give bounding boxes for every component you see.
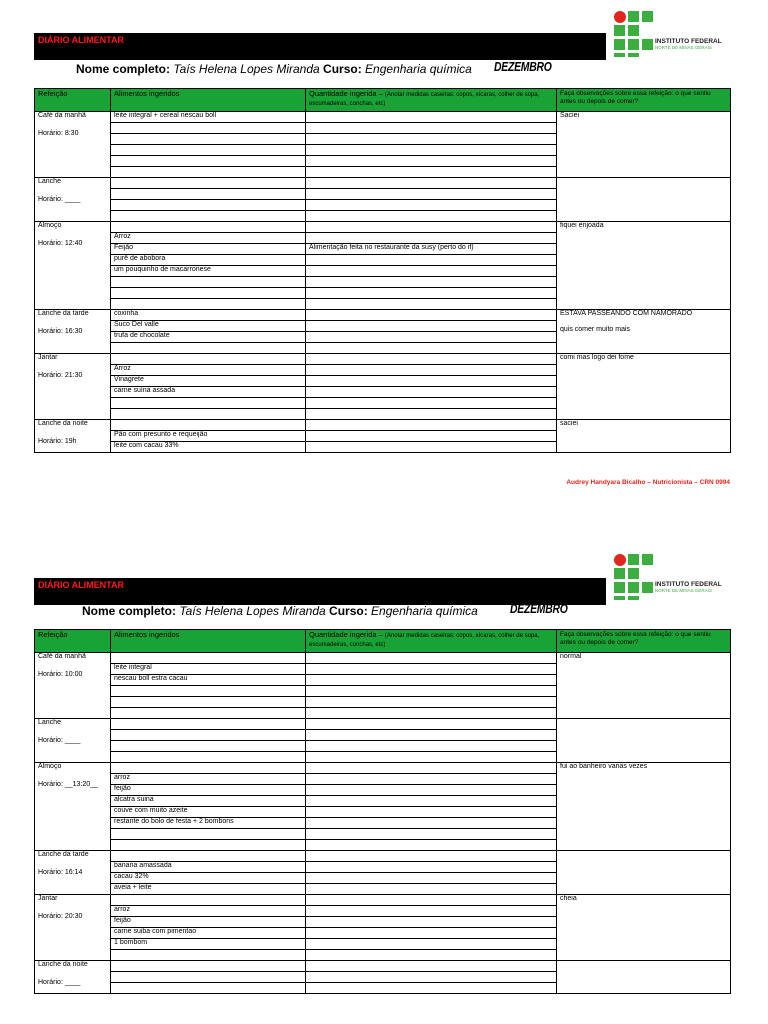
meal-time: Horário: __13:20__ — [38, 781, 98, 788]
food-cell — [111, 752, 306, 763]
food-cell: feijão — [111, 917, 306, 928]
food-cell: nescau boll estra cacau — [111, 675, 306, 686]
food-cell: aveia + leite — [111, 884, 306, 895]
food-cell — [111, 145, 306, 156]
observation-cell: cheia — [557, 895, 731, 961]
food-cell: leite integral — [111, 664, 306, 675]
meal-time: Horário: 10:00 — [38, 671, 83, 678]
logo-subtitle: NORTE DE MINAS GERAIS — [655, 588, 712, 593]
quantity-cell — [306, 431, 557, 442]
food-cell — [111, 829, 306, 840]
food-cell: Arroz — [111, 365, 306, 376]
quantity-cell — [306, 288, 557, 299]
col-header-meal: Refeição — [35, 89, 111, 112]
food-cell — [111, 398, 306, 409]
meal-name: Café da manhã — [38, 112, 86, 119]
col-header-quantity-note: (Anotar medidas caseiras: copos, xícaras, colher de sopa, escumadeiras, conchas, etc) — [309, 92, 540, 107]
quantity-cell — [306, 277, 557, 288]
quantity-cell — [306, 299, 557, 310]
food-cell — [111, 895, 306, 906]
quantity-cell — [306, 829, 557, 840]
food-cell — [111, 851, 306, 862]
table-row — [35, 178, 731, 189]
meal-name: Almoço — [38, 222, 62, 229]
course-label: Curso: — [329, 604, 368, 618]
food-cell — [111, 961, 306, 972]
quantity-cell — [306, 134, 557, 145]
col-header-quantity — [306, 630, 557, 653]
table-row — [35, 851, 731, 862]
course-value: Engenharia química — [371, 604, 478, 618]
quantity-cell — [306, 763, 557, 774]
col-header-quantity-note: (Anotar medidas caseiras: copos, xícaras, colher de sopa, escumadeiras, conchas, etc) — [309, 633, 540, 648]
course-label: Curso: — [323, 62, 362, 76]
table-row — [35, 310, 731, 321]
name-label: Nome completo: — [82, 604, 177, 618]
quantity-cell — [306, 840, 557, 851]
food-cell: Vinagrete — [111, 376, 306, 387]
quantity-cell — [306, 167, 557, 178]
food-cell — [111, 156, 306, 167]
food-cell: cacau 32% — [111, 873, 306, 884]
name-value: Taís Helena Lopes Miranda — [179, 604, 326, 618]
food-cell — [111, 708, 306, 719]
food-cell — [111, 409, 306, 420]
food-cell: feijão — [111, 785, 306, 796]
quantity-cell — [306, 906, 557, 917]
meal-name: Lanche da tarde — [38, 851, 89, 858]
meal-name: Lanche — [38, 719, 61, 726]
meal-time: Horário: 16:14 — [38, 869, 83, 876]
food-cell — [111, 277, 306, 288]
name-label: Nome completo: — [76, 62, 171, 76]
food-cell: arroz — [111, 906, 306, 917]
diary-sheet-2 — [0, 545, 768, 1024]
logo-red-dot — [614, 554, 626, 566]
food-cell — [111, 167, 306, 178]
table-row — [35, 719, 731, 730]
food-cell — [111, 343, 306, 354]
observation-cell: comi mas logo dei fome — [557, 354, 731, 420]
food-cell: purê de abobora — [111, 255, 306, 266]
nutritionist-signature: Audrey Handyara Bicalho – Nutricionista – CRN 0994 — [566, 479, 730, 486]
food-cell: carne suína assada — [111, 387, 306, 398]
food-cell — [111, 211, 306, 222]
quantity-cell — [306, 233, 557, 244]
quantity-cell — [306, 354, 557, 365]
food-cell: restante do bolo de festa + 2 bombons — [111, 818, 306, 829]
quantity-cell — [306, 796, 557, 807]
table-row — [35, 222, 731, 233]
col-header-observations: Faça observações sobre essa refeição: o que sentiu antes ou depois de comer? — [557, 89, 731, 112]
logo-subtitle: NORTE DE MINAS GERAIS — [655, 45, 712, 50]
meal-cell — [35, 354, 111, 420]
name-line — [76, 62, 472, 76]
quantity-cell — [306, 266, 557, 277]
meal-cell — [35, 222, 111, 310]
quantity-cell — [306, 365, 557, 376]
quantity-cell — [306, 310, 557, 321]
quantity-cell — [306, 686, 557, 697]
food-cell — [111, 299, 306, 310]
header-title: DIÁRIO ALIMENTAR — [38, 580, 124, 590]
meal-cell — [35, 178, 111, 222]
quantity-cell — [306, 332, 557, 343]
quantity-cell — [306, 420, 557, 431]
col-header-quantity-title: Quantidade ingerida – — [309, 89, 383, 98]
food-cell: Suco Del valle — [111, 321, 306, 332]
meal-name: Lanche da noite — [38, 961, 88, 968]
course-value: Engenharia química — [365, 62, 472, 76]
food-cell: banana amassada — [111, 862, 306, 873]
quantity-cell — [306, 752, 557, 763]
meal-time: Horário: ____ — [38, 196, 81, 203]
diary-table — [34, 629, 731, 994]
name-value: Taís Helena Lopes Miranda — [173, 62, 320, 76]
quantity-cell — [306, 387, 557, 398]
food-cell: coxinha — [111, 310, 306, 321]
quantity-cell — [306, 675, 557, 686]
food-cell: couve com muito azeite — [111, 807, 306, 818]
food-cell — [111, 222, 306, 233]
food-cell: Arroz — [111, 233, 306, 244]
col-header-foods: Alimentos ingeridos — [111, 89, 306, 112]
food-cell: Feijão — [111, 244, 306, 255]
logo-title: INSTITUTO FEDERAL — [655, 581, 722, 588]
quantity-cell — [306, 653, 557, 664]
meal-name: Lanche — [38, 178, 61, 185]
institute-logo — [614, 11, 734, 57]
meal-cell — [35, 719, 111, 763]
observation-cell: Saciei — [557, 112, 731, 178]
food-cell: 1 bombom — [111, 939, 306, 950]
food-cell — [111, 288, 306, 299]
meal-cell — [35, 310, 111, 354]
meal-cell — [35, 653, 111, 719]
meal-name: Café da manhã — [38, 653, 86, 660]
logo-title: INSTITUTO FEDERAL — [655, 38, 722, 45]
food-cell — [111, 354, 306, 365]
meal-name: Lanche da tarde — [38, 310, 89, 317]
quantity-cell — [306, 895, 557, 906]
quantity-cell — [306, 442, 557, 453]
meal-cell — [35, 961, 111, 994]
quantity-cell — [306, 928, 557, 939]
quantity-cell — [306, 123, 557, 134]
quantity-cell — [306, 741, 557, 752]
table-row — [35, 763, 731, 774]
food-cell — [111, 200, 306, 211]
logo-red-dot — [614, 11, 626, 23]
table-row — [35, 895, 731, 906]
food-cell: alcatra suina — [111, 796, 306, 807]
meal-name: Jantar — [38, 895, 58, 902]
quantity-cell — [306, 730, 557, 741]
meal-time: Horário: 21:30 — [38, 372, 83, 379]
observation-cell: ESTAVA PASSEANDO COM NAMORADO quis comer muito mais — [557, 310, 731, 354]
meal-time: Horário: 19h — [38, 438, 77, 445]
quantity-cell — [306, 211, 557, 222]
quantity-cell — [306, 145, 557, 156]
food-cell — [111, 840, 306, 851]
quantity-cell — [306, 873, 557, 884]
meal-cell — [35, 763, 111, 851]
quantity-cell — [306, 156, 557, 167]
quantity-cell — [306, 939, 557, 950]
quantity-cell — [306, 398, 557, 409]
food-cell — [111, 697, 306, 708]
quantity-cell — [306, 200, 557, 211]
col-header-quantity-title: Quantidade ingerida – — [309, 630, 383, 639]
quantity-cell — [306, 785, 557, 796]
quantity-cell — [306, 851, 557, 862]
col-header-foods: Alimentos ingeridos — [111, 630, 306, 653]
header-title: DIÁRIO ALIMENTAR — [38, 35, 124, 45]
observation-cell — [557, 961, 731, 994]
month-label: DEZEMBRO — [494, 59, 552, 74]
quantity-cell — [306, 884, 557, 895]
meal-name: Lanche da noite — [38, 420, 88, 427]
meal-time: Horário: 8:30 — [38, 130, 79, 137]
quantity-cell — [306, 807, 557, 818]
food-cell — [111, 134, 306, 145]
food-cell — [111, 178, 306, 189]
quantity-cell — [306, 972, 557, 983]
meal-cell — [35, 895, 111, 961]
food-cell — [111, 123, 306, 134]
table-row — [35, 354, 731, 365]
observation-cell: fui ao banheiro varias vezes — [557, 763, 731, 851]
meal-time: Horário: ____ — [38, 979, 81, 986]
food-cell — [111, 653, 306, 664]
quantity-cell: Alimentação feita no restaurante da susy (perto do if) — [306, 244, 557, 255]
quantity-cell — [306, 343, 557, 354]
quantity-cell — [306, 719, 557, 730]
meal-cell — [35, 851, 111, 895]
meal-cell — [35, 112, 111, 178]
quantity-cell — [306, 774, 557, 785]
quantity-cell — [306, 697, 557, 708]
meal-time: Horário: 16:30 — [38, 328, 83, 335]
food-cell: trufa de chocolate — [111, 332, 306, 343]
observation-cell — [557, 851, 731, 895]
meal-name: Almoço — [38, 763, 62, 770]
quantity-cell — [306, 961, 557, 972]
meal-time: Horário: 20:30 — [38, 913, 83, 920]
meal-time: Horário: 12:40 — [38, 240, 83, 247]
food-cell — [111, 972, 306, 983]
name-line — [82, 604, 478, 618]
institute-logo — [614, 554, 734, 600]
col-header-quantity — [306, 89, 557, 112]
quantity-cell — [306, 950, 557, 961]
food-cell — [111, 189, 306, 200]
food-cell: carne suiba com pimentao — [111, 928, 306, 939]
food-cell: leite com cacau 33% — [111, 442, 306, 453]
food-cell — [111, 763, 306, 774]
food-cell: leite integral + cereal nescau boll — [111, 112, 306, 123]
quantity-cell — [306, 708, 557, 719]
quantity-cell — [306, 112, 557, 123]
food-cell — [111, 719, 306, 730]
quantity-cell — [306, 409, 557, 420]
food-cell: Pão com presunto e requeijão — [111, 431, 306, 442]
quantity-cell — [306, 818, 557, 829]
quantity-cell — [306, 178, 557, 189]
quantity-cell — [306, 983, 557, 994]
quantity-cell — [306, 376, 557, 387]
observation-cell: fiquei enjoada — [557, 222, 731, 310]
food-cell — [111, 741, 306, 752]
diary-table — [34, 88, 731, 453]
col-header-observations: Faça observações sobre essa refeição: o que sentiu antes ou depois de comer? — [557, 630, 731, 653]
observation-cell: saciei — [557, 420, 731, 453]
header-bar — [34, 33, 606, 60]
food-cell — [111, 983, 306, 994]
food-cell — [111, 730, 306, 741]
food-cell — [111, 686, 306, 697]
meal-time: Horário: ____ — [38, 737, 81, 744]
food-cell — [111, 420, 306, 431]
quantity-cell — [306, 255, 557, 266]
table-row — [35, 112, 731, 123]
food-cell: um pouquinho de macarronese — [111, 266, 306, 277]
observation-cell: normal — [557, 653, 731, 719]
quantity-cell — [306, 222, 557, 233]
table-row — [35, 420, 731, 431]
quantity-cell — [306, 321, 557, 332]
meal-name: Jantar — [38, 354, 58, 361]
meal-cell — [35, 420, 111, 453]
table-row — [35, 653, 731, 664]
observation-cell — [557, 178, 731, 222]
col-header-meal: Refeição — [35, 630, 111, 653]
quantity-cell — [306, 917, 557, 928]
quantity-cell — [306, 189, 557, 200]
food-cell — [111, 950, 306, 961]
quantity-cell — [306, 664, 557, 675]
observation-cell — [557, 719, 731, 763]
food-cell: arroz — [111, 774, 306, 785]
month-label: DEZEMBRO — [510, 601, 568, 616]
table-row — [35, 961, 731, 972]
quantity-cell — [306, 862, 557, 873]
